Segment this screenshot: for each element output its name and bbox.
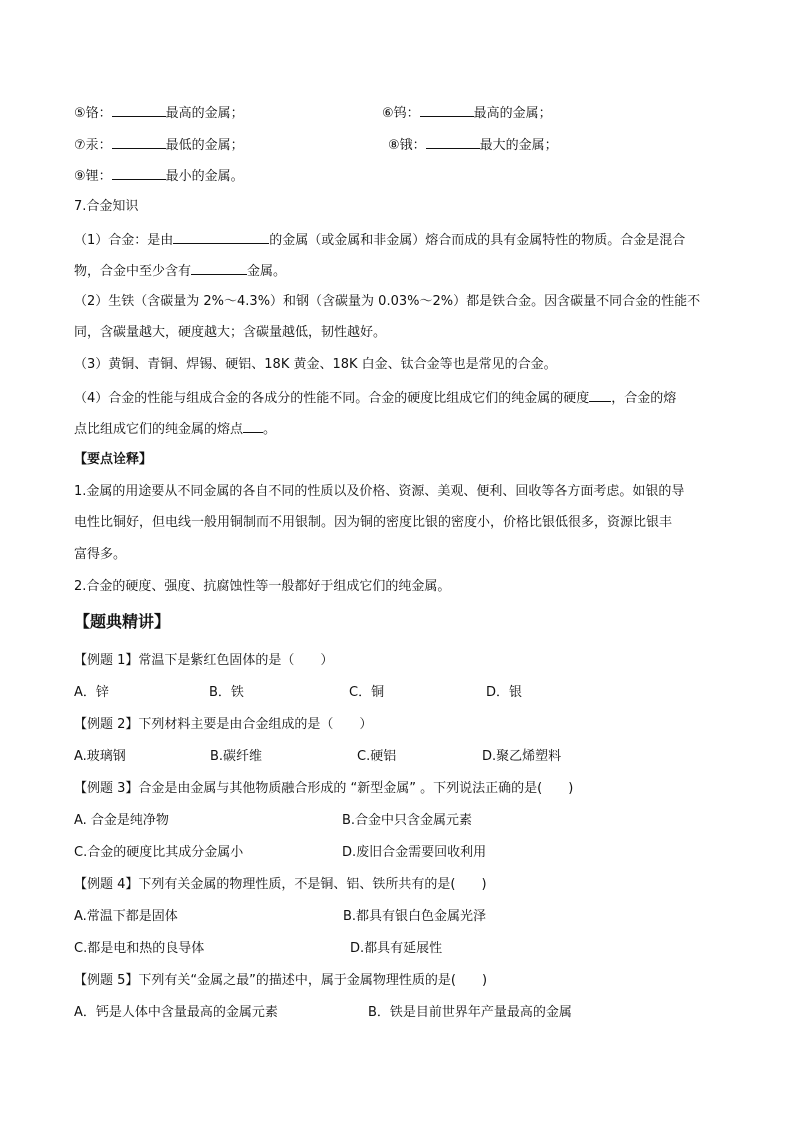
osmium-blank[interactable] xyxy=(426,135,480,149)
q5-option-a[interactable]: A．钙是人体中含量最高的金属元素 xyxy=(74,1005,278,1020)
q3-option-d[interactable]: D.废旧合金需要回收利用 xyxy=(342,845,487,860)
key-points-p1-line3: 富得多。 xyxy=(74,547,127,562)
chromium-suffix: 最高的金属； xyxy=(165,106,244,121)
chromium-blank[interactable] xyxy=(112,103,166,117)
q4-option-c[interactable]: C.都是电和热的良导体 xyxy=(74,941,205,956)
q1-option-c[interactable]: C．铜 xyxy=(349,685,385,700)
alloy-p1-text-c: 物，合金中至少含有 xyxy=(74,264,192,279)
key-points-p1-line2: 电性比铜好，但电线一般用铜制而不用银制。因为铜的密度比银的密度小，价格比银低很多，资源比银丰 xyxy=(74,515,673,530)
q2-option-b[interactable]: B.碳纤维 xyxy=(210,749,263,764)
q4-stem: 【例题 4】下列有关金属的物理性质，不是铜、铝、铁所共有的是( ) xyxy=(74,877,487,892)
q1-option-a[interactable]: A．锌 xyxy=(74,685,109,700)
alloy-p4-text-b: ，合金的熔 xyxy=(611,391,677,406)
lithium-blank[interactable] xyxy=(112,166,166,180)
alloy-p4-line2 xyxy=(74,419,276,439)
examples-heading: 【题典精讲】 xyxy=(74,612,171,631)
lithium-suffix: 最小的金属。 xyxy=(165,169,244,184)
tungsten-label: ⑥钨： xyxy=(382,106,420,121)
lithium-label: ⑨锂： xyxy=(74,169,112,184)
chromium-label: ⑤铬： xyxy=(74,106,112,121)
mercury-line xyxy=(74,135,244,155)
key-points-heading: 【要点诠释】 xyxy=(74,452,153,467)
alloy-p1-text-b: 的金属（或金属和非金属）熔合而成的具有金属特性的物质。合金是混合 xyxy=(269,233,686,248)
q2-option-d[interactable]: D.聚乙烯塑料 xyxy=(482,749,562,764)
q2-option-a[interactable]: A.玻璃钢 xyxy=(74,749,126,764)
tungsten-blank[interactable] xyxy=(420,103,474,117)
alloy-p1-line2 xyxy=(74,261,286,281)
alloy-p2-line2: 同，含碳量越大，硬度越大；含碳量越低，韧性越好。 xyxy=(74,325,387,340)
alloy-p1-blank-2[interactable] xyxy=(191,261,247,275)
q3-option-b[interactable]: B.合金中只含金属元素 xyxy=(342,813,473,828)
q3-stem: 【例题 3】合金是由金属与其他物质融合形成的 “新型金属” 。下列说法正确的是( ) xyxy=(74,781,574,796)
alloy-p3: （3）黄铜、青铜、焊锡、硬铝、18K 黄金、18K 白金、钛合金等也是常见的合金。 xyxy=(74,357,557,372)
lithium-line xyxy=(74,166,244,186)
alloy-p2-line1: （2）生铁（含碳量为 2%～4.3%）和钢（含碳量为 0.03%～2%）都是铁合金。因含碳量不同合金的性能不 xyxy=(74,294,701,309)
key-points-p1-line1: 1.金属的用途要从不同金属的各自不同的性质以及价格、资源、美观、便利、回收等各方面考虑。如银的导 xyxy=(74,484,685,499)
alloy-p1-blank-1[interactable] xyxy=(173,230,269,244)
q1-stem: 【例题 1】常温下是紫红色固体的是（ ） xyxy=(74,653,334,668)
q3-option-a[interactable]: A. 合金是纯净物 xyxy=(74,813,169,828)
chromium-line xyxy=(74,103,244,123)
q4-option-a[interactable]: A.常温下都是固体 xyxy=(74,909,178,924)
alloy-p4-text-a: （4）合金的性能与组成合金的各成分的性能不同。合金的硬度比组成它们的纯金属的硬度 xyxy=(74,391,590,406)
q4-option-b[interactable]: B.都具有银白色金属光泽 xyxy=(343,909,487,924)
q3-option-c[interactable]: C.合金的硬度比其成分金属小 xyxy=(74,845,244,860)
q2-option-c[interactable]: C.硬铝 xyxy=(357,749,397,764)
alloy-title: 7.合金知识 xyxy=(74,199,139,214)
alloy-p1-text-a: （1）合金：是由 xyxy=(74,233,174,248)
q5-stem: 【例题 5】下列有关“金属之最”的描述中，属于金属物理性质的是( ) xyxy=(74,973,488,988)
q1-option-b[interactable]: B．铁 xyxy=(209,685,244,700)
mercury-blank[interactable] xyxy=(112,135,166,149)
tungsten-suffix: 最高的金属； xyxy=(473,106,552,121)
alloy-p4-blank-1[interactable] xyxy=(589,388,611,402)
osmium-suffix: 最大的金属； xyxy=(479,138,558,153)
osmium-line xyxy=(388,135,558,155)
key-points-p2: 2.合金的硬度、强度、抗腐蚀性等一般都好于组成它们的纯金属。 xyxy=(74,579,451,594)
q2-stem: 【例题 2】下列材料主要是由合金组成的是（ ） xyxy=(74,717,373,732)
osmium-label: ⑧锇： xyxy=(388,138,426,153)
alloy-p4-line1 xyxy=(74,388,676,408)
alloy-p4-text-d: 。 xyxy=(263,422,277,437)
q5-option-b[interactable]: B．铁是目前世界年产量最高的金属 xyxy=(368,1005,572,1020)
alloy-p1-line1 xyxy=(74,230,685,250)
tungsten-line xyxy=(382,103,552,123)
mercury-label: ⑦汞： xyxy=(74,138,112,153)
alloy-p4-blank-2[interactable] xyxy=(243,419,263,433)
alloy-p4-text-c: 点比组成它们的纯金属的熔点 xyxy=(74,422,244,437)
mercury-suffix: 最低的金属； xyxy=(165,138,244,153)
alloy-p1-text-d: 金属。 xyxy=(247,264,287,279)
q1-option-d[interactable]: D．银 xyxy=(486,685,523,700)
q4-option-d[interactable]: D.都具有延展性 xyxy=(350,941,443,956)
